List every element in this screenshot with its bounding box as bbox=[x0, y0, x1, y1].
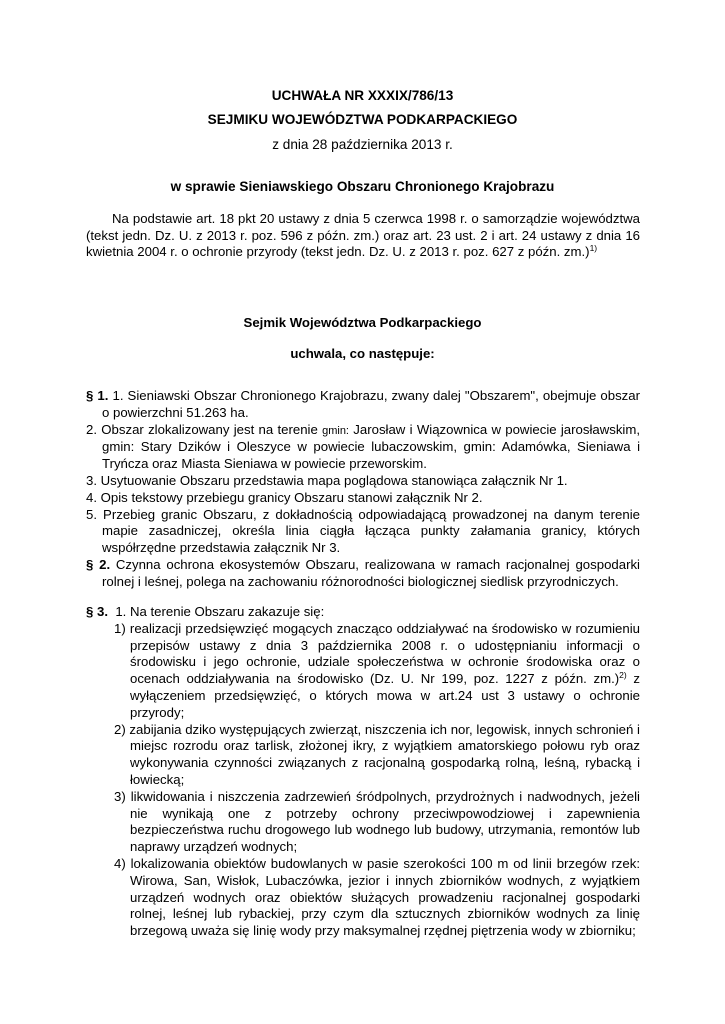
s1-item-4: 4. Opis tekstowy przebiegu granicy Obszaru stanowi załącznik Nr 2. bbox=[86, 489, 483, 505]
section-3 bbox=[86, 604, 640, 940]
s3-item-2: 2) zabijania dziko występujących zwierząt, niszczenia ich nor, legowisk, innych schronień i miejsc rozrodu oraz tarlisk, złożonej ikry, z wyjątkiem amatorskiego połowu ryb oraz wykonywania czynności związanych z racjonalną gospodarką rolną, leśną, rybacką i łowiecką; bbox=[114, 721, 640, 787]
s3-item-1 bbox=[86, 621, 640, 722]
s1-item-3: 3. Usytuowanie Obszaru przedstawia mapa poglądowa stanowiąca załącznik Nr 1. bbox=[86, 472, 568, 488]
resolution-subject: w sprawie Sieniawskiego Obszaru Chronionego Krajobrazu bbox=[170, 179, 555, 194]
s1-item-1-text: 1. Sieniawski Obszar Chronionego Krajobrazu, zwany dalej "Obszarem", obejmuje obszar o powierzchni 51.263 ha. bbox=[102, 388, 641, 420]
s3-item-4: 4) lokalizowania obiektów budowlanych w pasie szerokości 100 m od linii brzegów rzek: Wirowa, San, Wisłok, Lubaczówka, jezior i innych zbiorników wodnych, z wyjątkiem urządzeń wodnych oraz obiektów służących prowadzeniu racjonalnej gospodarki rolnej, leśnej lub rybackiej, przy czym dla sztucznych zbiorników wodnych za linię brzegową uważa się linię wody przy maksymalnej rzędnej piętrzenia wody w zbiorniku; bbox=[114, 855, 640, 939]
footnote-ref-1: 1) bbox=[589, 243, 598, 254]
s1-item-5: 5. Przebieg granic Obszaru, z dokładnością odpowiadającą prowadzonej na danym terenie mapie zasadniczej, określa linia ciągła łącząca punkty załamania granicy, których współrzędne przedstawia załącznik Nr 3. bbox=[86, 506, 640, 556]
s3-intro bbox=[86, 604, 640, 621]
resolution-number: UCHWAŁA NR XXXIX/786/13 bbox=[271, 88, 454, 103]
s3-item-1-text-b: z wyłączeniem przedsięwzięć, o których mowa w art.24 ust 3 ustawy o ochronie przyrody; bbox=[130, 671, 640, 720]
s1-item-2 bbox=[86, 422, 640, 473]
s3-mark: § 3. bbox=[86, 604, 108, 619]
section-2 bbox=[86, 557, 640, 591]
s2-text bbox=[86, 557, 640, 591]
section-1 bbox=[86, 388, 640, 557]
issuing-body: SEJMIKU WOJEWÓDZTWA PODKARPACKIEGO bbox=[207, 112, 518, 127]
s1-item-2-text-a: 2. Obszar zlokalizowany jest na terenie bbox=[86, 421, 323, 437]
s1-item-1 bbox=[86, 388, 640, 422]
preamble-text: Na podstawie art. 18 pkt 20 ustawy z dnia 5 czerwca 1998 r. o samorządzie województwa (tekst jedn. Dz. U. z 2013 r. poz. 596 z późn. zm.) oraz art. 23 ust. 2 i art. 24 ustawy z dnia 16 kwietnia 2004 r. o ochronie przyrody (tekst jedn. Dz. U. z 2013 r. poz. 627 z późn. zm.) bbox=[86, 211, 640, 260]
enacting-formula: uchwala, co następuje: bbox=[290, 346, 435, 361]
s1-mark: § 1. bbox=[86, 388, 109, 403]
s1-item-2-text-b: Jarosław i Wiązownica w powiecie jarosławskim, gmin: Stary Dzików i Oleszyce w powiecie lubaczowskim, gmin: Adamówka, Sieniawa i Tryńcza oraz Miasta Sieniawa w powiecie przeworskim. bbox=[102, 421, 641, 472]
preamble bbox=[86, 211, 640, 261]
enacting-body: Sejmik Województwa Podkarpackiego bbox=[243, 315, 482, 330]
s2-mark: § 2. bbox=[86, 557, 111, 572]
s3-item-1-text: 1) realizacji przedsięwzięć mogących znacząco oddziaływać na środowisko w rozumieniu przepisów ustawy z dnia 3 października 2008 r. o udostępnianiu informacji o środowisku i jego ochronie, udziale społeczeństwa w ochronie środowiska oraz o ocenach oddziaływania na środowisko (Dz. U. Nr 199, poz. 1227 z późn. zm.) bbox=[114, 620, 640, 687]
s1-item-2-gmin: gmin: bbox=[322, 424, 349, 437]
s2-body: Czynna ochrona ekosystemów Obszaru, realizowana w ramach racjonalnej gospodarki rolnej i leśnej, polega na zachowaniu różnorodności biologicznej siedlisk przyrodniczych. bbox=[102, 557, 640, 589]
footnote-ref-2: 2) bbox=[619, 670, 627, 681]
s3-intro-text: 1. Na terenie Obszaru zakazuje się: bbox=[115, 604, 325, 619]
s3-item-3: 3) likwidowania i niszczenia zadrzewień śródpolnych, przydrożnych i nadwodnych, jeżeli nie wynikają one z potrzeby ochrony przeciwpowodziowej i zapewnienia bezpieczeństwa ruchu drogowego lub wodnego lub budowy, utrzymania, remontów lub naprawy urządzeń wodnych; bbox=[114, 788, 640, 855]
resolution-date: z dnia 28 października 2013 r. bbox=[272, 137, 453, 152]
